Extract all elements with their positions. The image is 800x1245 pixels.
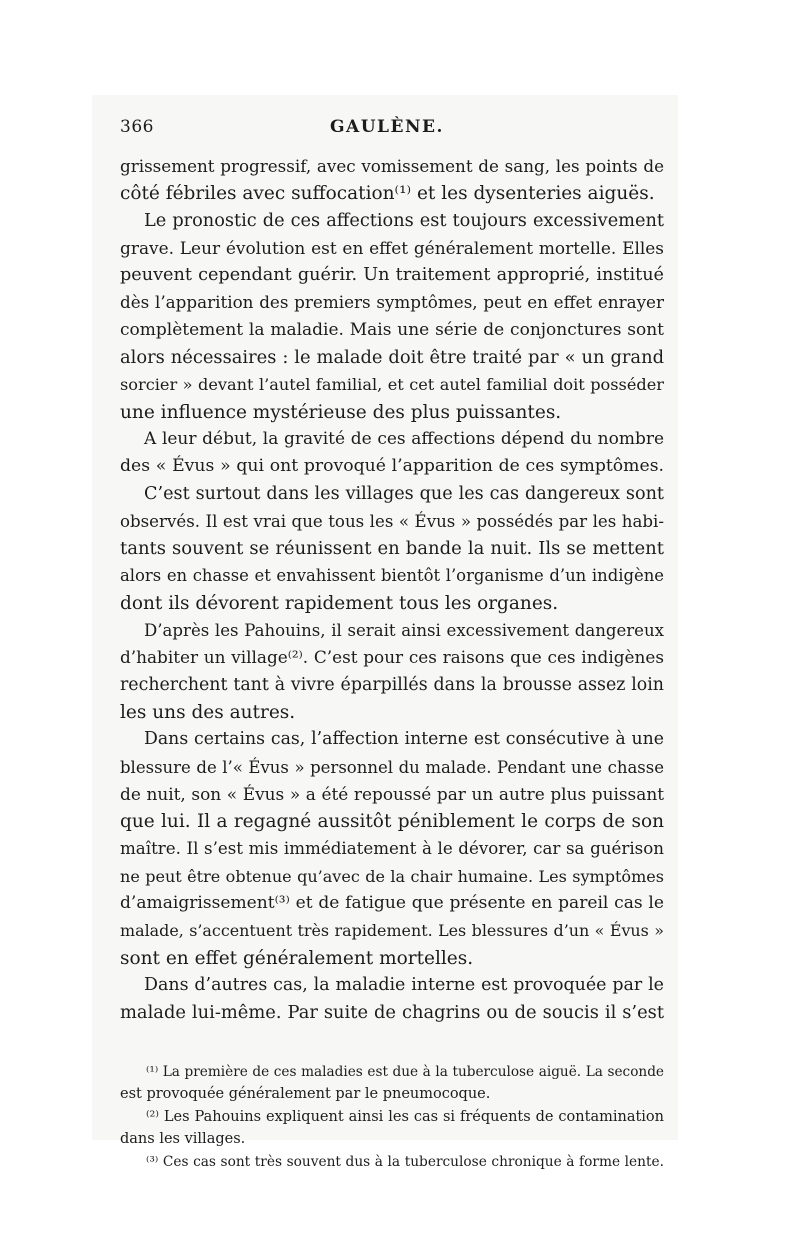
footnotes (120, 1061, 664, 1174)
footnote-line: ⁽²⁾ Les Pahouins expliquent ainsi les cas si fréquents de contamination (146, 1108, 664, 1125)
text-line: sont en effet généralement mortelles. (120, 947, 474, 969)
footnote-line: est provoquée généralement par le pneumocoque. (120, 1086, 491, 1102)
text-line: maître. Il s’est mis immédiatement à le dévorer, car sa guérison (120, 839, 664, 859)
text-line: une influence mystérieuse des plus puissantes. (120, 401, 562, 423)
paragraph (120, 726, 664, 972)
text-line: des « Évus » qui ont provoqué l’apparition de ces symptômes. (120, 456, 664, 477)
text-line: ne peut être obtenue qu’avec de la chair humaine. Les symptômes (120, 866, 664, 886)
page-number: 366 (120, 117, 154, 137)
text-line: sorcier » devant l’autel familial, et cet autel familial doit posséder (120, 375, 664, 395)
footnote (120, 1151, 664, 1174)
footnote-line: ⁽¹⁾ La première de ces maladies est due à la tuberculose aiguë. La seconde (146, 1063, 664, 1080)
text-line: alors nécessaires : le malade doit être traité par « un grand (120, 347, 664, 369)
text-line: complètement la maladie. Mais une série de conjonctures sont (120, 319, 664, 340)
paragraph (120, 617, 664, 726)
running-title: GAULÈNE. (330, 117, 444, 137)
footnote-line: dans les villages. (120, 1131, 246, 1147)
body-text (120, 153, 664, 1027)
page-header (120, 117, 664, 151)
text-line: C’est surtout dans les villages que les cas dangereux sont (144, 483, 664, 504)
text-line: recherchent tant à vivre éparpillés dans la brousse assez loin (120, 674, 664, 695)
book-page (92, 95, 678, 1170)
text-line: d’habiter un village⁽²⁾. C’est pour ces raisons que ces indigènes (120, 647, 664, 668)
text-line: malade lui-même. Par suite de chagrins ou de soucis il s’est (120, 1002, 664, 1024)
text-line: Dans certains cas, l’affection interne est consécutive à une (144, 729, 664, 750)
text-line: que lui. Il a regagné aussitôt péniblement le corps de son (120, 811, 664, 833)
text-line: grissement progressif, avec vomissement de sang, les points de (120, 156, 664, 176)
paragraph (120, 972, 664, 1027)
text-line: Dans d’autres cas, la maladie interne est provoquée par le (144, 974, 664, 995)
text-line: observés. Il est vrai que tous les « Évus » possédés par les habi- (120, 511, 664, 531)
text-line: blessure de l’« Évus » personnel du malade. Pendant une chasse (120, 757, 664, 777)
text-line: d’amaigrissement⁽³⁾ et de fatigue que présente en pareil cas le (120, 893, 664, 914)
paragraph (120, 481, 664, 617)
footnote (120, 1061, 664, 1106)
paragraph (120, 208, 664, 426)
paragraph (120, 153, 664, 208)
footnote (120, 1106, 664, 1151)
text-line: peuvent cependant guérir. Un traitement approprié, institué (120, 265, 664, 286)
text-line: D’après les Pahouins, il serait ainsi excessivement dangereux (144, 621, 664, 641)
text-line: dont ils dévorent rapidement tous les organes. (120, 592, 559, 614)
text-line: dès l’apparition des premiers symptômes, peut en effet enrayer (120, 292, 664, 313)
text-line: malade, s’accentuent très rapidement. Les blessures d’un « Évus » (120, 921, 664, 941)
text-line: A leur début, la gravité de ces affections dépend du nombre (144, 428, 664, 449)
paragraph (120, 426, 664, 481)
text-line: alors en chasse et envahissent bientôt l’organisme d’un indigène (120, 566, 664, 586)
text-line: grave. Leur évolution est en effet généralement mortelle. Elles (120, 237, 664, 258)
footnote-line: ⁽³⁾ Ces cas sont très souvent dus à la tuberculose chronique à forme lente. (146, 1153, 664, 1170)
text-line: Le pronostic de ces affections est toujours excessivement (144, 210, 664, 231)
text-line: tants souvent se réunissent en bande la nuit. Ils se mettent (120, 538, 664, 560)
text-line: de nuit, son « Évus » a été repoussé par un autre plus puissant (120, 783, 664, 804)
text-line: côté fébriles avec suffocation⁽¹⁾ et les dysenteries aiguës. (120, 183, 655, 205)
text-line: les uns des autres. (120, 701, 296, 723)
